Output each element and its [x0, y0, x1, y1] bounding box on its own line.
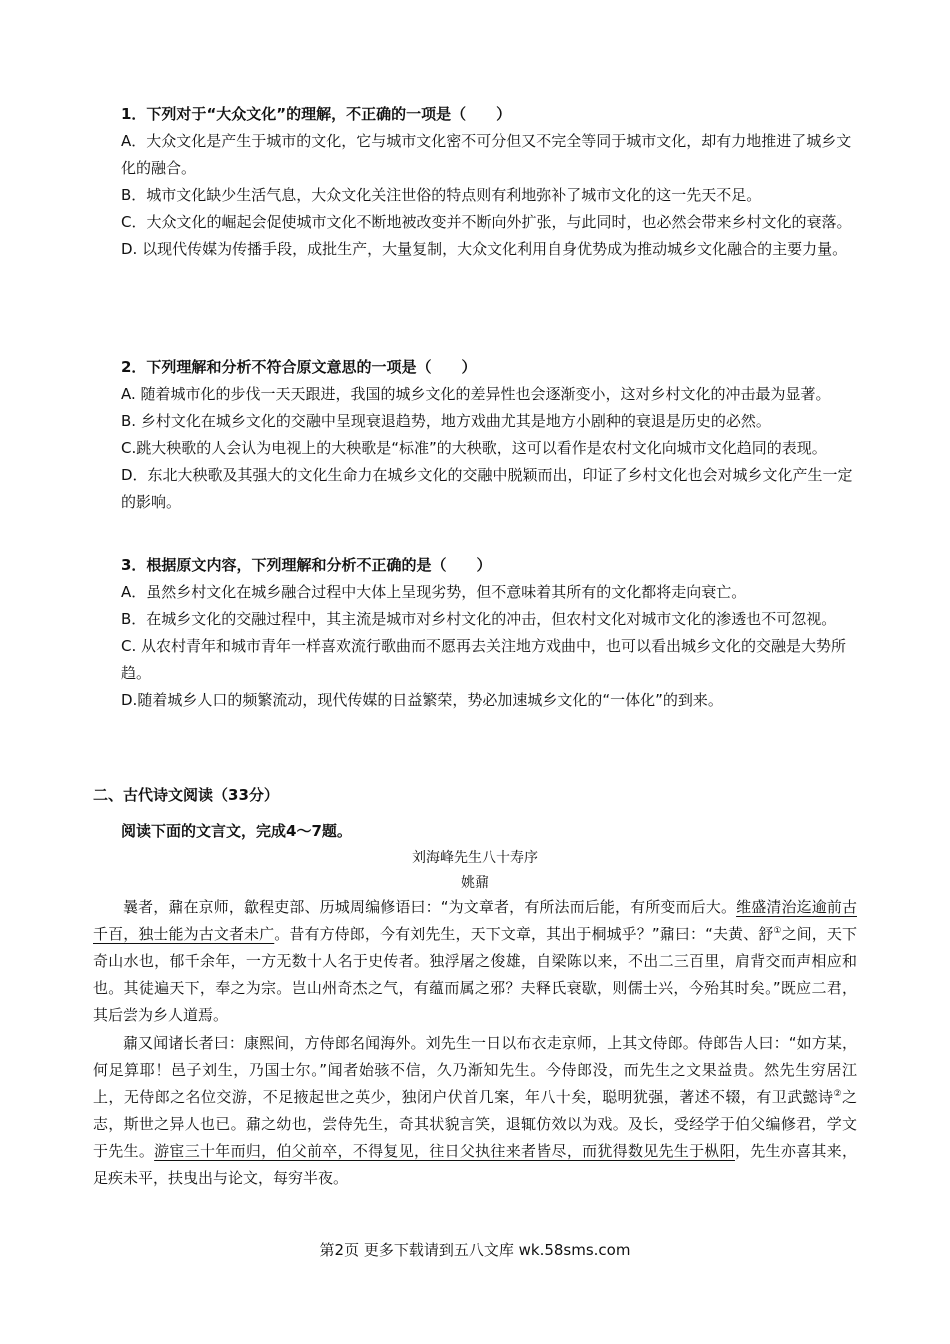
paragraph-text: 鼐又闻诸长者曰：康熙间，方侍郎名闻海外。刘先生一日以布衣走京师，上其文侍郎。侍郎告人曰：“如方某，何足算耶！邑子刘生，乃国士尔。”闻者始骇不信，久乃渐知先生。今侍郎没，而先生之文果益贵。然先生穷居江上，无侍郎之名位交游，不足掖起世之英少，独闭户伏首几案，年八十矣，聪明犹强，著述不辍，有卫武懿诗 [93, 1034, 857, 1106]
option-d: D. 以现代传媒为传播手段，成批生产，大量复制，大众文化利用自身优势成为推动城乡文化融合的主要力量。 [121, 240, 848, 258]
option-a: A. 随着城市化的步伐一天天跟进，我国的城乡文化的差异性也会逐渐变小，这对乡村文化的冲击最为显著。 [121, 385, 831, 403]
question-3 [121, 552, 861, 714]
underlined-sentence: 维盛清治迄逾前古千百，独士能为古文者未广 [93, 898, 857, 943]
footnote-marker: ② [833, 1089, 842, 1099]
option-a: A．大众文化是产生于城市的文化，它与城市文化密不可分但又不完全等同于城市文化，却有力地推进了城乡文化的融合。 [121, 132, 852, 177]
option-c: C. 从农村青年和城市青年一样喜欢流行歌曲而不愿再去关注地方戏曲中，也可以看出城乡文化的交融是大势所趋。 [121, 637, 847, 682]
paragraph-text: 之志，斯世之异人也已。鼐之幼也，尝侍先生，奇其状貌言笑，退辄仿效以为戏。及长，受经学于伯父编修君，学文于先生。 [93, 1088, 857, 1160]
section-instruction: 阅读下面的文言文，完成4～7题。 [121, 822, 352, 840]
page-footer: 第2页 更多下载请到五八文库 wk.58sms.com [319, 1241, 631, 1259]
option-b: B. 乡村文化在城乡文化的交融中呈现衰退趋势，地方戏曲尤其是地方小剧种的衰退是历史的必然。 [121, 412, 771, 430]
option-c: C.跳大秧歌的人会认为电视上的大秧歌是“标准”的大秧歌，这可以看作是农村文化向城市文化趋同的表现。 [121, 439, 827, 457]
option-c: C．大众文化的崛起会促使城市文化不断地被改变并不断向外扩张，与此同时，也必然会带来乡村文化的衰落。 [121, 213, 852, 231]
paragraph-text: ，先生亦喜其来，足疾未平，扶曳出与论文，每穷半夜。 [93, 1142, 857, 1187]
question-title: 1．下列对于“大众文化”的理解，不正确的一项是（ ） [121, 105, 512, 123]
option-d: D.随着城乡人口的频繁流动，现代传媒的日益繁荣，势必加速城乡文化的“一体化”的到来。 [121, 691, 723, 709]
option-b: B．在城乡文化的交融过程中，其主流是城市对乡村文化的冲击，但农村文化对城市文化的渗透也不可忽视。 [121, 610, 837, 628]
paragraph-text: 曩者，鼐在京师，歙程吏部、历城周编修语曰：“为文章者，有所法而后能，有所变而后大。 [123, 898, 737, 916]
passage-title: 刘海峰先生八十寿序 [412, 850, 538, 866]
option-d: D．东北大秧歌及其强大的文化生命力在城乡文化的交融中脱颖而出，印证了乡村文化也会对城乡文化产生一定的影响。 [121, 466, 853, 511]
passage-paragraph-2 [93, 1030, 857, 1192]
question-title: 3．根据原文内容，下列理解和分析不正确的是（ ） [121, 556, 492, 574]
passage-author: 姚鼐 [461, 875, 489, 891]
question-2 [121, 354, 861, 516]
option-b: B．城市文化缺少生活气息，大众文化关注世俗的特点则有利地弥补了城市文化的这一先天不足。 [121, 186, 762, 204]
passage-paragraph-1 [93, 894, 857, 1029]
underlined-sentence: 游宦三十年而归，伯父前卒，不得复见，往日父执往来者皆尽，而犹得数见先生于枞阳 [154, 1142, 735, 1160]
footnote-marker: ① [773, 926, 782, 936]
question-1 [121, 101, 861, 263]
section-heading: 二、古代诗文阅读（33分） [93, 786, 279, 804]
paragraph-text: 之间，天下奇山水也，郁千余年，一方无数十人名于史传者。独浮屠之俊雄，自梁陈以来，不出二三百里，肩背交而声相应和也。其徒遍天下，奉之为宗。岂山州奇杰之气，有蕴而属之邪？夫释氏衰歇，则儒士兴，今殆其时矣。”既应二君，其后尝为乡人道焉。 [93, 925, 857, 1024]
paragraph-text: 。昔有方侍郎，今有刘先生，天下文章，其出于桐城乎？”鼐曰：“夫黄、舒 [274, 925, 774, 943]
question-title: 2．下列理解和分析不符合原文意思的一项是（ ） [121, 358, 477, 376]
option-a: A．虽然乡村文化在城乡融合过程中大体上呈现劣势，但不意味着其所有的文化都将走向衰亡。 [121, 583, 747, 601]
